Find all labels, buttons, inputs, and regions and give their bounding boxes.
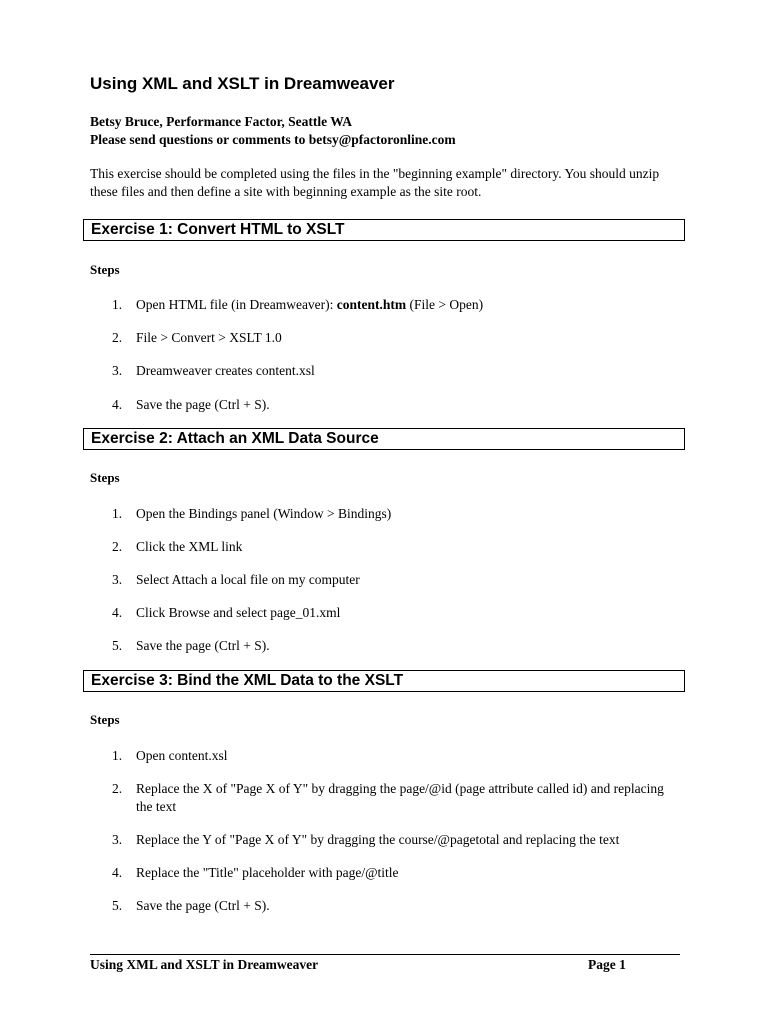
exercise-3-step-4 (112, 864, 682, 882)
exercise-3-step-2 (112, 780, 682, 816)
exercise-1-step-4 (112, 396, 682, 414)
exercise-1-step-1 (112, 296, 682, 314)
step-number: 5. (112, 638, 123, 653)
step-number: 2. (112, 781, 123, 796)
step-number: 1. (112, 748, 123, 763)
step-text-pre: Open HTML file (in Dreamweaver): (136, 297, 337, 312)
step-number: 1. (112, 297, 123, 312)
step-number: 2. (112, 330, 123, 345)
step-text: Click the XML link (136, 539, 243, 554)
step-text: Replace the X of "Page X of Y" by dragging the page/@id (page attribute called id) and replacing the text (136, 781, 664, 814)
contact-line: Please send questions or comments to betsy@pfactoronline.com (90, 132, 456, 147)
intro-paragraph: This exercise should be completed using the files in the "beginning example" directory. You should unzip these files and then define a site with beginning example as the site root. (90, 166, 660, 199)
exercise-2-step-4 (112, 604, 682, 622)
step-text-post: (File > Open) (406, 297, 484, 312)
exercise-3-step-5 (112, 897, 682, 915)
footer-page-number: Page 1 (588, 957, 626, 972)
step-text: Replace the "Title" placeholder with page/@title (136, 865, 399, 880)
step-text: Select Attach a local file on my computer (136, 572, 360, 587)
exercise-2-step-3 (112, 571, 682, 589)
exercise-3-heading: Exercise 3: Bind the XML Data to the XSLT (83, 670, 685, 692)
exercise-1-heading: Exercise 1: Convert HTML to XSLT (83, 219, 685, 241)
step-number: 3. (112, 572, 123, 587)
step-text: Open the Bindings panel (Window > Bindings) (136, 506, 392, 521)
step-number: 2. (112, 539, 123, 554)
step-text: Save the page (Ctrl + S). (136, 898, 270, 913)
exercise-1-step-3 (112, 362, 682, 380)
step-text (136, 296, 682, 314)
exercise-3-steps-label: Steps (90, 712, 120, 727)
step-text: Click Browse and select page_01.xml (136, 605, 341, 620)
step-number: 4. (112, 397, 123, 412)
exercise-3-step-3 (112, 831, 682, 849)
step-text: Replace the Y of "Page X of Y" by dragging the course/@pagetotal and replacing the text (136, 832, 620, 847)
step-number: 3. (112, 363, 123, 378)
exercise-2-steps-label: Steps (90, 470, 120, 485)
step-number: 3. (112, 832, 123, 847)
exercise-2-heading: Exercise 2: Attach an XML Data Source (83, 428, 685, 450)
exercise-3-step-1 (112, 747, 682, 765)
step-text: Dreamweaver creates content.xsl (136, 363, 315, 378)
step-number: 4. (112, 865, 123, 880)
step-text: File > Convert > XSLT 1.0 (136, 330, 282, 345)
step-number: 4. (112, 605, 123, 620)
step-text-filename: content.htm (336, 297, 407, 312)
page-title: Using XML and XSLT in Dreamweaver (90, 74, 395, 93)
exercise-2-step-5 (112, 637, 682, 655)
step-number: 1. (112, 506, 123, 521)
author-line: Betsy Bruce, Performance Factor, Seattle WA (90, 114, 353, 129)
footer-divider (90, 954, 680, 955)
step-text: Save the page (Ctrl + S). (136, 397, 270, 412)
step-text: Open content.xsl (136, 748, 228, 763)
footer-title: Using XML and XSLT in Dreamweaver (90, 957, 319, 972)
author-block (90, 113, 456, 149)
exercise-1-steps-label: Steps (90, 262, 120, 277)
exercise-2-step-1 (112, 505, 682, 523)
exercise-1-step-2 (112, 329, 682, 347)
step-text: Save the page (Ctrl + S). (136, 638, 270, 653)
exercise-2-step-2 (112, 538, 682, 556)
step-number: 5. (112, 898, 123, 913)
